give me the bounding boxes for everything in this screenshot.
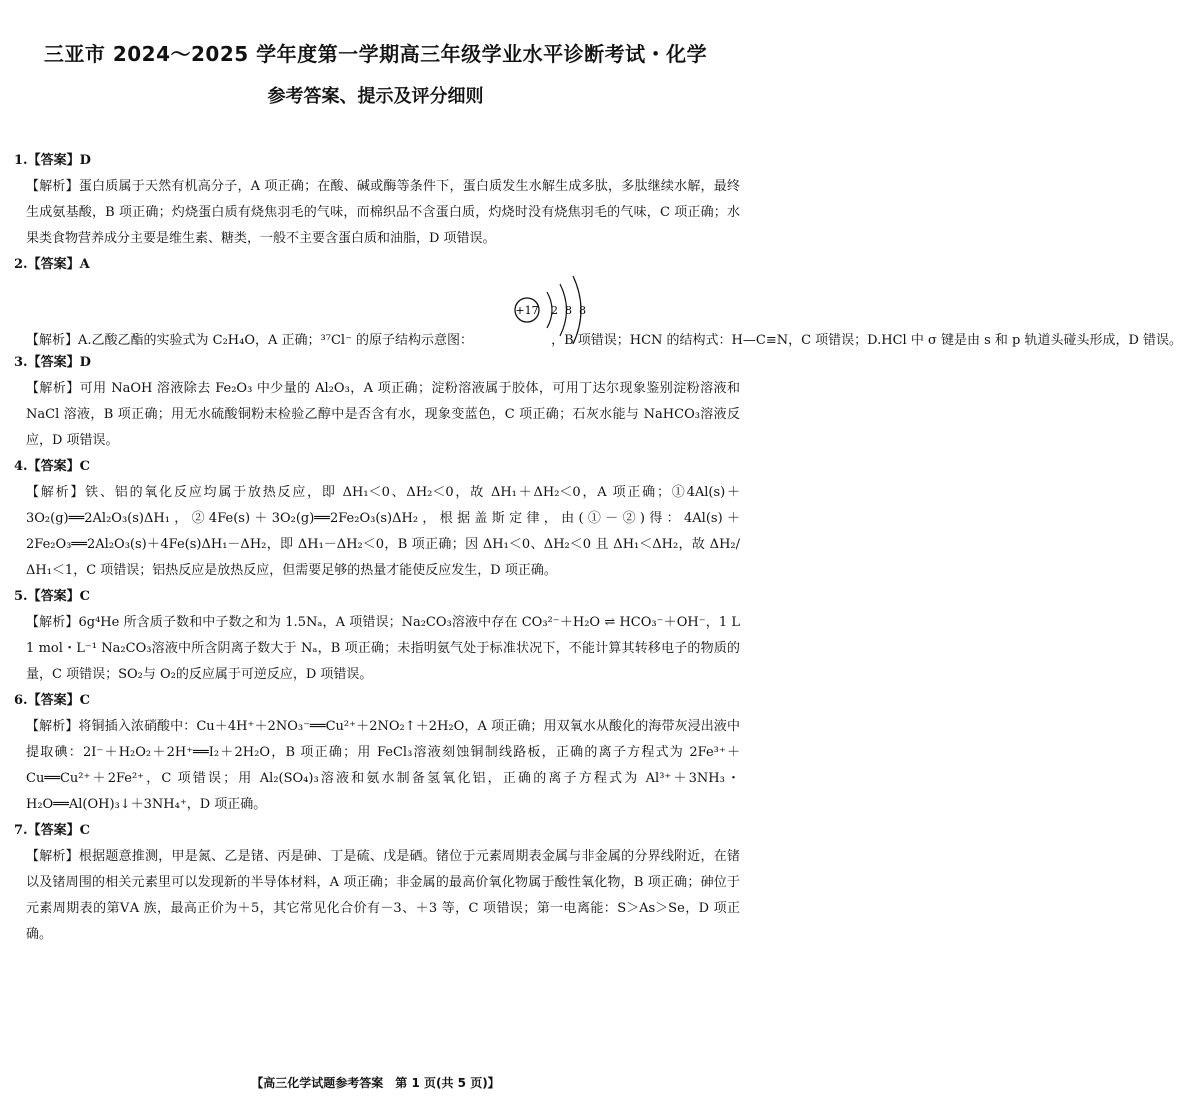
explanation-part-a: 【解析】A.乙酸乙酯的实验式为 C₂H₄O，A 正确；³⁷Cl⁻ 的原子结构示意图： bbox=[26, 333, 474, 348]
explanation: 【解析】将铜插入浓硝酸中：Cu＋4H⁺＋2NO₃⁻══Cu²⁺＋2NO₂↑＋2H₂O，A 项正确；用双氧水从酸化的海带灰浸出液中提取碘：2I⁻＋H₂O₂＋2H⁺══I₂＋2H₂O，B 项正确；用 FeCl₃溶液刻蚀铜制线路板，正确的离子方程式为 2Fe³⁺＋Cu══Cu²⁺＋2Fe²⁺，C 项错误；用 Al₂(SO₄)₃溶液和氨水制备氢氧化铝，正确的离子方程式为 Al³⁺＋3NH₃・H₂O══Al(OH)₃↓＋3NH₄⁺，D 项正确。 bbox=[26, 719, 740, 812]
explanation: 【解析】根据题意推测，甲是氮、乙是锗、丙是砷、丁是硫、戊是硒。锗位于元素周期表金属与非金属的分界线附近，在锗以及锗周围的相关元素里可以发现新的半导体材料，A 项正确；非金属的最高价氧化物属于酸性氧化物，B 项正确；砷位于元素周期表的第ⅤA 族，最高正价为＋5，其它常见化合价有－3、＋3 等，C 项错误；第一电离能：S＞As＞Se，D 项正确。 bbox=[26, 849, 740, 942]
question-4 bbox=[14, 454, 740, 584]
question-2 bbox=[14, 252, 1182, 350]
shell-electrons-3: 8 bbox=[579, 304, 586, 317]
explanation-part-b: ，B 项错误；HCN 的结构式：H—C≡N，C 项错误；D.HCl 中 σ 键是由 s 和 p 轨道头碰头形成，D 错误。 bbox=[551, 333, 1182, 348]
page-subtitle: 参考答案、提示及评分细则 bbox=[267, 86, 484, 107]
question-5 bbox=[14, 584, 740, 688]
question-3 bbox=[14, 350, 740, 454]
answer-line: 2.【答案】A bbox=[14, 257, 90, 272]
question-7 bbox=[14, 818, 740, 948]
page-footer: 【高三化学试题参考答案 第 1 页(共 5 页)】 bbox=[251, 1076, 500, 1090]
shell-electrons-1: 2 bbox=[551, 304, 558, 317]
question-1 bbox=[14, 148, 740, 252]
explanation-line bbox=[26, 328, 1182, 354]
explanation-with-diagram bbox=[14, 278, 1182, 350]
explanation: 【解析】蛋白质属于天然有机高分子，A 项正确；在酸、碱或酶等条件下，蛋白质发生水解生成多肽，多肽继续水解，最终生成氨基酸，B 项正确；灼烧蛋白质有烧焦羽毛的气味，而棉织品不含蛋白质，灼烧时没有烧焦羽毛的气味，C 项正确；水果类食物营养成分主要是维生素、糖类，一般不主要含蛋白质和油脂，D 项错误。 bbox=[26, 179, 740, 246]
explanation: 【解析】铁、铝的氧化反应均属于放热反应，即 ΔH₁＜0、ΔH₂＜0，故 ΔH₁＋ΔH₂＜0，A 项正确；①4Al(s)＋3O₂(g)══2Al₂O₃(s)ΔH₁，②4Fe(s)＋3O₂(g)══2Fe₂O₃(s)ΔH₂，根据盖斯定律，由(①－②)得：4Al(s)＋2Fe₂O₃══2Al₂O₃(s)＋4Fe(s)ΔH₁－ΔH₂，即 ΔH₁－ΔH₂＜0，B 项正确；因 ΔH₁＜0、ΔH₂＜0 且 ΔH₁＜ΔH₂，故 ΔH₂/ΔH₁＜1，C 项错误；铝热反应是放热反应，但需要足够的热量才能使反应发生，D 项正确。 bbox=[26, 485, 740, 578]
answer-line: 5.【答案】C bbox=[14, 589, 90, 604]
question-6 bbox=[14, 688, 740, 818]
page-title: 三亚市 2024～2025 学年度第一学期高三年级学业水平诊断考试・化学 bbox=[43, 42, 708, 66]
nucleus-label: +17 bbox=[515, 304, 539, 317]
answer-line: 7.【答案】C bbox=[14, 823, 90, 838]
explanation: 【解析】6g⁴He 所含质子数和中子数之和为 1.5Nₐ，A 项错误；Na₂CO₃溶液中存在 CO₃²⁻＋H₂O ⇌ HCO₃⁻＋OH⁻，1 L 1 mol・L⁻¹ Na₂CO₃溶液中所含阴离子数大于 Nₐ，B 项正确；未指明氨气处于标准状况下，不能计算其转移电子的物质的量，C 项错误；SO₂与 O₂的反应属于可逆反应，D 项错误。 bbox=[26, 615, 740, 682]
answer-line: 1.【答案】D bbox=[14, 153, 91, 168]
shell-electrons-2: 8 bbox=[565, 304, 572, 317]
answers-body bbox=[14, 148, 1182, 948]
answer-line: 6.【答案】C bbox=[14, 693, 90, 708]
answer-line: 4.【答案】C bbox=[14, 459, 90, 474]
answer-line: 3.【答案】D bbox=[14, 355, 91, 370]
explanation: 【解析】可用 NaOH 溶液除去 Fe₂O₃ 中少量的 Al₂O₃，A 项正确；淀粉溶液属于胶体，可用丁达尔现象鉴别淀粉溶液和 NaCl 溶液，B 项正确；用无水硫酸铜粉末检验乙醇中是否含有水，现象变蓝色，C 项正确；石灰水能与 NaHCO₃溶液反应，D 项错误。 bbox=[26, 381, 740, 448]
